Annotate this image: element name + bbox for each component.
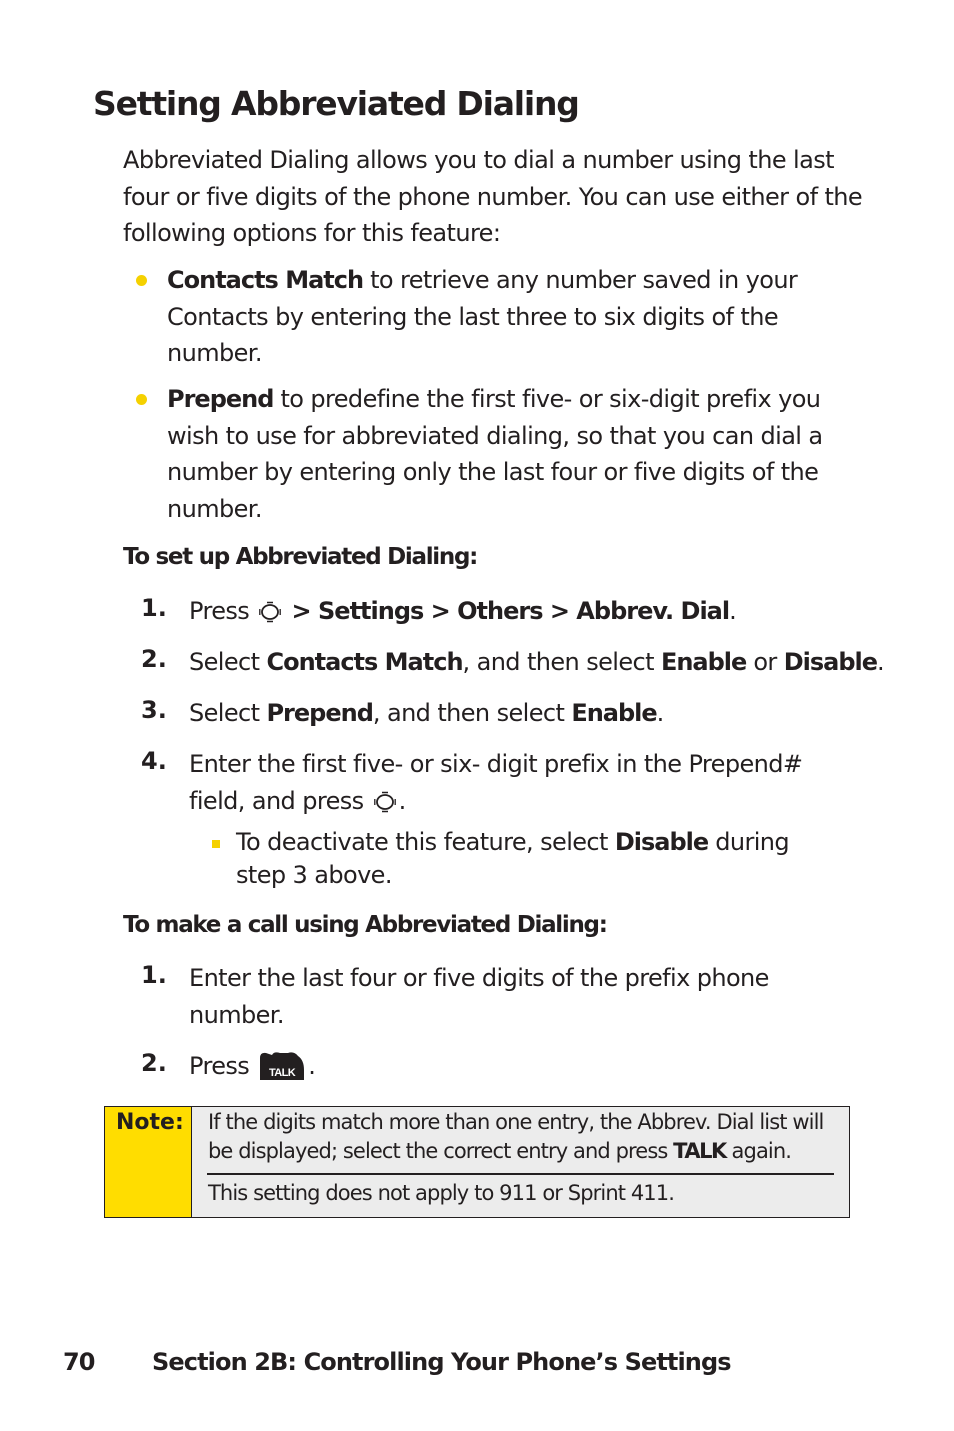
call-step-2 [189,1048,869,1085]
bullet-contacts-match [167,262,877,372]
step-number: 2. [141,645,167,673]
step-text: Select [189,648,267,676]
step-number: 3. [141,696,167,724]
setup-step-1 [189,593,869,630]
option-name: Contacts Match [266,648,463,676]
call-heading: To make a call using Abbreviated Dialing: [123,912,607,938]
section-title: Section 2B: Controlling Your Phone’s Settings [152,1348,731,1376]
note-text-1 [208,1108,838,1166]
talk-key-icon [258,1050,306,1082]
svg-text:TALK: TALK [269,1067,296,1079]
step-text: . [398,786,406,815]
note-label-cell [105,1107,192,1217]
step-text: Press [189,1052,257,1080]
step-text: . [656,699,664,727]
step-text: , and then select [372,699,572,727]
square-bullet [212,840,220,848]
menu-ok-key-icon [374,791,396,813]
call-step-1: Enter the last four or five digits of the prefix phone number. [189,964,769,1029]
bullet-desc: to predefine the first five- or six-digit prefix you wish to use for abbreviated dialing, so that you can dial a number by entering only the last four or five digits of the number. [167,385,823,523]
page-title: Setting Abbreviated Dialing [93,84,579,123]
page-number: 70 [63,1348,95,1376]
menu-path: > Settings > Others > Abbrev. Dial [284,597,730,625]
step-text: , and then select [462,648,661,676]
step-text: . [877,648,885,676]
step-number: 1. [141,961,167,989]
step-text: Select [189,699,267,727]
bullet-desc: to retrieve any number saved in your Contacts by entering the last three to six digits of the number. [167,266,798,367]
note-text: If the digits match more than one entry, the Abbrev. Dial list will be displayed; select the correct entry and press [208,1110,824,1163]
option-name: Enable [571,699,657,727]
note-box [104,1106,850,1218]
step-number: 1. [141,594,167,622]
step-number: 4. [141,747,167,775]
menu-ok-key-icon [259,601,281,623]
sub-bullet-text: during step 3 above. [236,828,790,889]
option-name: Enable [660,648,747,676]
step-text: . [729,597,737,625]
bullet-prepend [167,381,877,527]
sub-bullet-deactivate [236,826,836,892]
setup-step-4 [189,746,849,819]
option-name: Prepend [266,699,373,727]
bullet-term: Contacts Match [167,266,364,294]
option-name: Disable [614,828,709,856]
note-text: again. [725,1139,792,1163]
talk-key-label: TALK [673,1139,726,1163]
sub-bullet-text: To deactivate this feature, select [236,828,615,856]
bullet-dot [136,275,147,286]
note-divider [207,1173,834,1175]
step-text: or [746,648,784,676]
setup-step-2 [189,644,885,681]
note-text-2: This setting does not apply to 911 or Sprint 411. [208,1181,674,1205]
step-text: . [308,1052,316,1080]
bullet-term: Prepend [167,385,274,413]
step-text: Press [189,597,257,625]
intro-paragraph: Abbreviated Dialing allows you to dial a number using the last four or five digits of the phone number. You can use either of the following options for this feature: [123,146,863,247]
step-text: Enter the first five- or six- digit prefix in the Prepend# field, and press [189,750,803,815]
setup-step-3 [189,695,869,732]
note-label: Note: [116,1110,184,1135]
step-number: 2. [141,1049,167,1077]
option-name: Disable [783,648,878,676]
bullet-dot [136,394,147,405]
setup-heading: To set up Abbreviated Dialing: [123,544,478,570]
